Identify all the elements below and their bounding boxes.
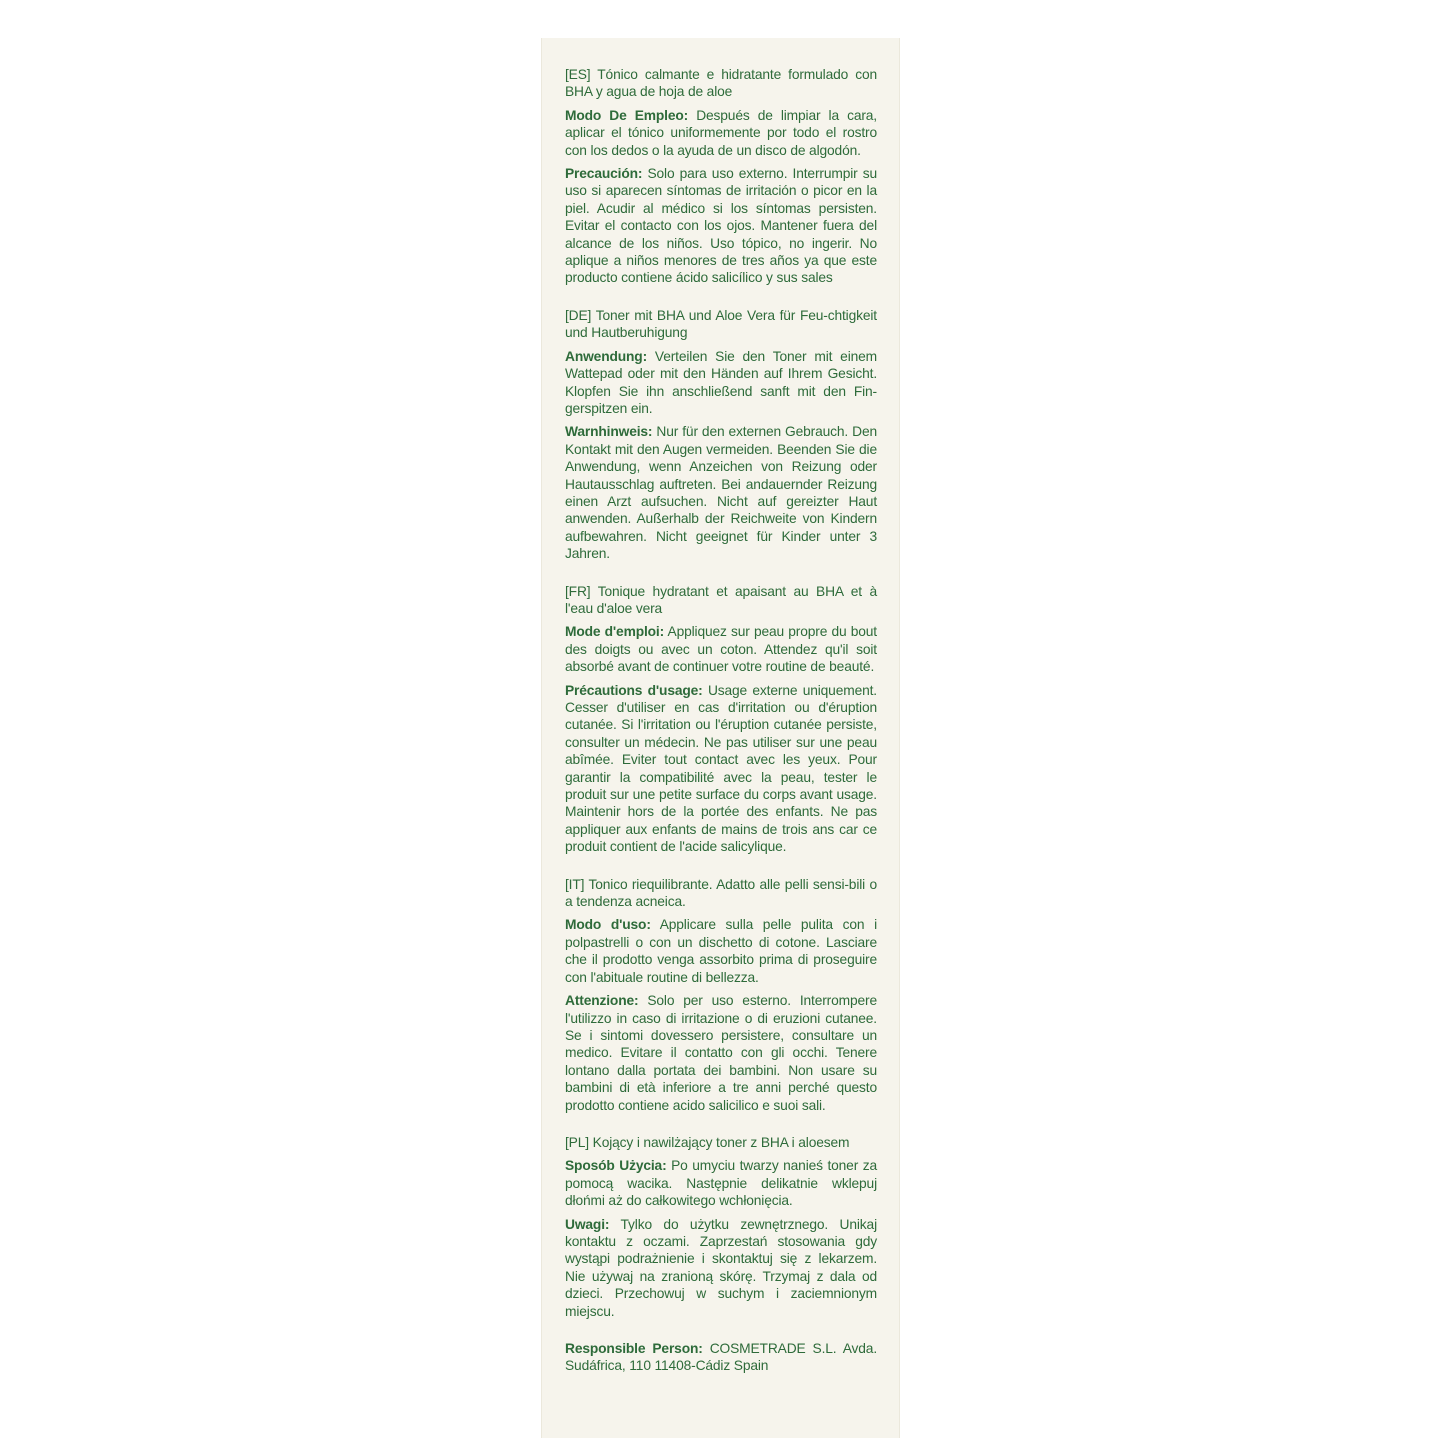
paragraph-label: Warnhinweis: <box>565 424 653 440</box>
product-description: Kojący i nawilżający toner z BHA i aloesem <box>592 1134 850 1150</box>
responsible-text: COSMETRADE S.L. Avda. Sudáfrica, 110 11408-Cádiz Spain <box>565 1341 878 1374</box>
paragraph-label: Precaución: <box>565 166 643 182</box>
product-description: Toner mit BHA und Aloe Vera für Feu-chtigkeit und Hautberuhigung <box>565 307 877 341</box>
section-title <box>565 583 877 618</box>
label-text-column <box>565 66 877 1381</box>
paragraph-label: Précautions d'usage: <box>565 682 703 698</box>
product-description: Tónico calmante e hidratante formulado con BHA y agua de hoja de aloe <box>565 67 877 100</box>
usage-paragraph <box>565 107 877 159</box>
paragraph-label: Attenzione: <box>565 993 639 1009</box>
section-fr <box>565 583 877 856</box>
language-tag: [ES] <box>565 67 591 82</box>
section-pl <box>565 1134 877 1320</box>
usage-paragraph <box>565 623 877 675</box>
caution-paragraph <box>565 165 877 287</box>
paragraph-text: Solo per uso esterno. Interrompere l'utilizzo in caso di irritazione o di eruzioni cutanee. Se i sintomi dovessero persistere, consultare un medico. Evitare il contatto con gli occhi. Tenere lontano dalla portata dei bambini. Non usare su bambini di età inferiore a tre anni perché questo prodotto contiene acido salicilico e suoi sali. <box>565 993 878 1113</box>
section-title <box>565 66 877 101</box>
paragraph-text: Solo para uso externo. Interrumpir su uso si aparecen síntomas de irritación o picor en la piel. Acudir al médico si los síntomas persisten. Evitar el contacto con los ojos. Mantener fuera del alcance de los niños. Uso tópico, no ingerir. No aplique a niños menores de tres años ya que este producto contiene ácido salicílico y sus sales <box>565 166 878 286</box>
section-it <box>565 876 877 1114</box>
paragraph-text: Nur für den externen Gebrauch. Den Kontakt mit den Augen vermeiden. Beenden Sie die Anwendung, wenn Anzeichen von Reizung oder Hautausschlag auftreten. Bei andauernder Reizung einen Arzt aufsuchen. Nicht auf gereizter Haut anwenden. Außerhalb der Reichweite von Kindern aufbewahren. Nicht geeignet für Kinder unter 3 Jahren. <box>565 424 878 562</box>
responsible-label: Responsible Person: <box>565 1341 703 1356</box>
paragraph-label: Modo d'uso: <box>565 917 651 933</box>
caution-paragraph <box>565 1216 877 1320</box>
product-description: Tonico riequilibrante. Adatto alle pelli sensi-bili o a tendenza acneica. <box>565 876 877 910</box>
paragraph-text: Tylko do użytku zewnętrznego. Unikaj kontaktu z oczami. Zaprzestań stosowania gdy wystąpi podrażnienie i skontaktuj się z lekarzem. Nie używaj na zranioną skórę. Trzymaj z dala od dzieci. Przechowuj w suchym i zaciemnionym miejscu. <box>565 1216 877 1319</box>
paragraph-label: Uwagi: <box>565 1216 610 1232</box>
paragraph-text: Appliquez sur peau propre du bout des doigts ou avec un coton. Attendez qu'il soit absorbé avant de continuer votre routine de beauté. <box>565 624 877 675</box>
paragraph-text: Usage externe uniquement. Cesser d'utiliser en cas d'irritation ou d'éruption cutanée. Si l'irritation ou l'éruption cutanée persiste, consulter un médecin. Ne pas utiliser sur une peau abîmée. Eviter tout contact avec les yeux. Pour garantir la compatibilité avec la peau, tester le produit sur une petite surface du corps avant usage. Maintenir hors de la portée des enfants. Ne pas appliquer aux enfants de mains de trois ans car ce produit contient de l'acide salicylique. <box>565 682 877 855</box>
paragraph-text: Applicare sulla pelle pulita con i polpastrelli o con un dischetto di cotone. Lasciare che il prodotto venga assorbito prima di proseguire con l'abituale routine di bellezza. <box>565 917 878 985</box>
usage-paragraph <box>565 1157 877 1209</box>
product-description: Tonique hydratant et apaisant au BHA et à l'eau d'aloe vera <box>565 583 877 616</box>
paragraph-label: Mode d'emploi: <box>565 624 665 640</box>
section-title <box>565 307 877 342</box>
language-tag: [FR] <box>565 583 591 599</box>
paragraph-label: Anwendung: <box>565 348 648 364</box>
language-tag: [DE] <box>565 307 592 323</box>
usage-paragraph <box>565 348 877 418</box>
paragraph-label: Sposób Użycia: <box>565 1158 667 1174</box>
paragraph-text: Po umyciu twarzy nanieś toner za pomocą wacika. Następnie delikatnie wklepuj dłońmi aż do całkowitego wchłonięcia. <box>565 1158 877 1209</box>
usage-paragraph <box>565 916 877 986</box>
paragraph-label: Modo De Empleo: <box>565 107 689 123</box>
paragraph-text: Verteilen Sie den Toner mit einem Wattepad oder mit den Händen auf Ihrem Gesicht. Klopfen Sie ihn anschließend sanft mit den Fin-gerspitzen ein. <box>565 348 877 416</box>
caution-paragraph <box>565 992 877 1114</box>
section-title <box>565 1134 877 1151</box>
section-es <box>565 66 877 287</box>
responsible-person <box>565 1340 877 1375</box>
language-tag: [PL] <box>565 1134 589 1150</box>
caution-paragraph <box>565 423 877 562</box>
section-de <box>565 307 877 563</box>
section-title <box>565 876 877 911</box>
language-tag: [IT] <box>565 876 585 892</box>
caution-paragraph <box>565 682 877 856</box>
paragraph-text: Después de limpiar la cara, aplicar el tónico uniformemente por todo el rostro con los dedos o la ayuda de un disco de algodón. <box>565 107 877 158</box>
